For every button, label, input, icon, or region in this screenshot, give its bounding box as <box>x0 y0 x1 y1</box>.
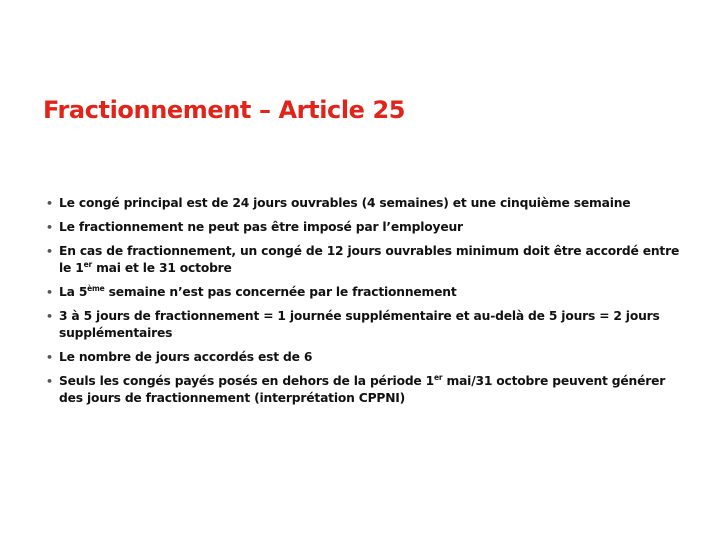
bullet-item <box>46 349 686 366</box>
bullet-text: Le nombre de jours accordés est de 6 <box>59 350 313 364</box>
bullet-text: Le congé principal est de 24 jours ouvrables (4 semaines) et une cinquième semaine <box>59 196 631 210</box>
ordinal-suffix: er <box>83 260 92 269</box>
bullet-item <box>46 219 686 236</box>
bullet-dot-icon: • <box>46 286 53 299</box>
bullet-text: Seuls les congés payés posés en dehors de la période 1er mai/31 octobre peuvent générer des jours de fractionnement (interprétation CPPNI) <box>59 373 666 405</box>
bullet-item <box>46 284 686 301</box>
slide-title: Fractionnement – Article 25 <box>43 96 406 124</box>
bullet-dot-icon: • <box>46 351 53 364</box>
bullet-dot-icon: • <box>46 221 53 234</box>
bullet-text: En cas de fractionnement, un congé de 12 jours ouvrables minimum doit être accordé entre le 1er mai et le 31 octobre <box>59 244 680 275</box>
bullet-item <box>46 243 686 277</box>
bullet-item <box>46 308 686 342</box>
bullet-dot-icon: • <box>46 197 53 210</box>
bullet-text: Le fractionnement ne peut pas être imposé par l’employeur <box>59 220 463 234</box>
bullet-text: La 5ème semaine n’est pas concernée par le fractionnement <box>59 284 457 299</box>
bullet-item <box>46 195 686 212</box>
bullet-dot-icon: • <box>46 310 53 323</box>
bullet-dot-icon: • <box>46 375 53 388</box>
bullet-list <box>46 195 686 414</box>
bullet-item <box>46 373 686 407</box>
ordinal-suffix: ème <box>87 284 105 293</box>
ordinal-suffix: er <box>434 373 443 382</box>
bullet-dot-icon: • <box>46 245 53 258</box>
bullet-text: 3 à 5 jours de fractionnement = 1 journée supplémentaire et au-delà de 5 jours = 2 jours supplémentaires <box>59 309 660 340</box>
